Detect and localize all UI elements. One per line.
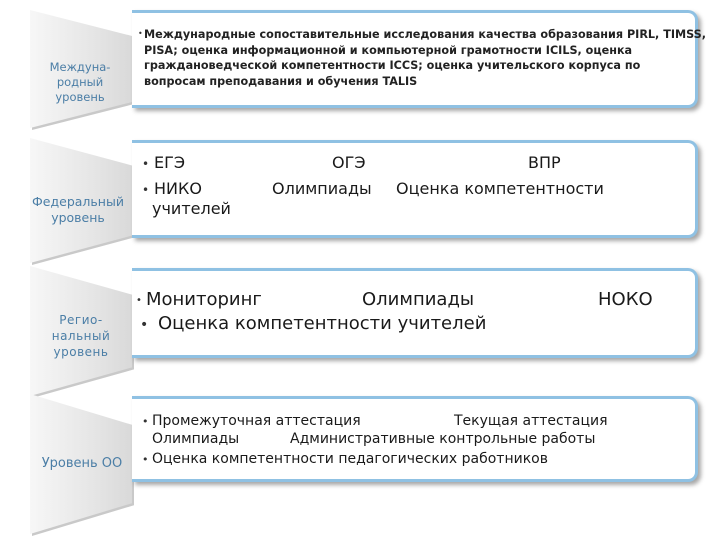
item-current: Текущая аттестация [454,413,608,429]
bullet: • [136,295,142,306]
bullet: • [140,317,149,333]
item-ege: ЕГЭ [154,153,186,172]
bullet: • [142,183,150,197]
bullet: • [138,29,143,38]
item-olympiads: Олимпиады [152,431,240,447]
bullet: • [142,453,149,466]
item-olympiads: Олимпиады [272,179,372,198]
level-label-regional: Регио- нальный уровень [51,313,111,359]
content-box-regional [132,268,698,358]
item-vpr: ВПР [528,153,561,172]
content-box-international [132,10,706,108]
level-label-school: Уровень ОО [41,456,123,471]
item-admin-tests: Административные контрольные работы [290,431,596,447]
item-oge: ОГЭ [332,153,366,172]
international-description: Международные сопоставительные исследования качества образования PIRL, TIMSS, PISA; оценка информационной и компьютерной грамотности ICILS, оценка граждановедческой компетентности ICCS; оценка учительского корпуса по вопросам преподавания и обучения TALIS [144,28,706,88]
item-teachers: учителей [152,199,231,218]
content-box-federal [132,140,698,238]
content-box-school [132,396,698,482]
item-competence: Оценка компетентности [396,179,604,198]
item-intermediate: Промежуточная аттестация [152,413,361,429]
item-staff-competence: Оценка компетентности педагогических работников [152,451,548,467]
item-olympiads: Олимпиады [362,289,475,310]
item-noko: НОКО [598,289,653,310]
level-label-international: Междуна- родный уровень [49,60,111,104]
item-monitoring: Мониторинг [146,289,262,310]
level-label-federal: Федеральный уровень [32,194,124,225]
bullet: • [142,157,150,171]
bullet: • [142,415,149,428]
item-teachers-competence: Оценка компетентности учителей [158,313,487,334]
item-niko: НИКО [154,179,202,198]
